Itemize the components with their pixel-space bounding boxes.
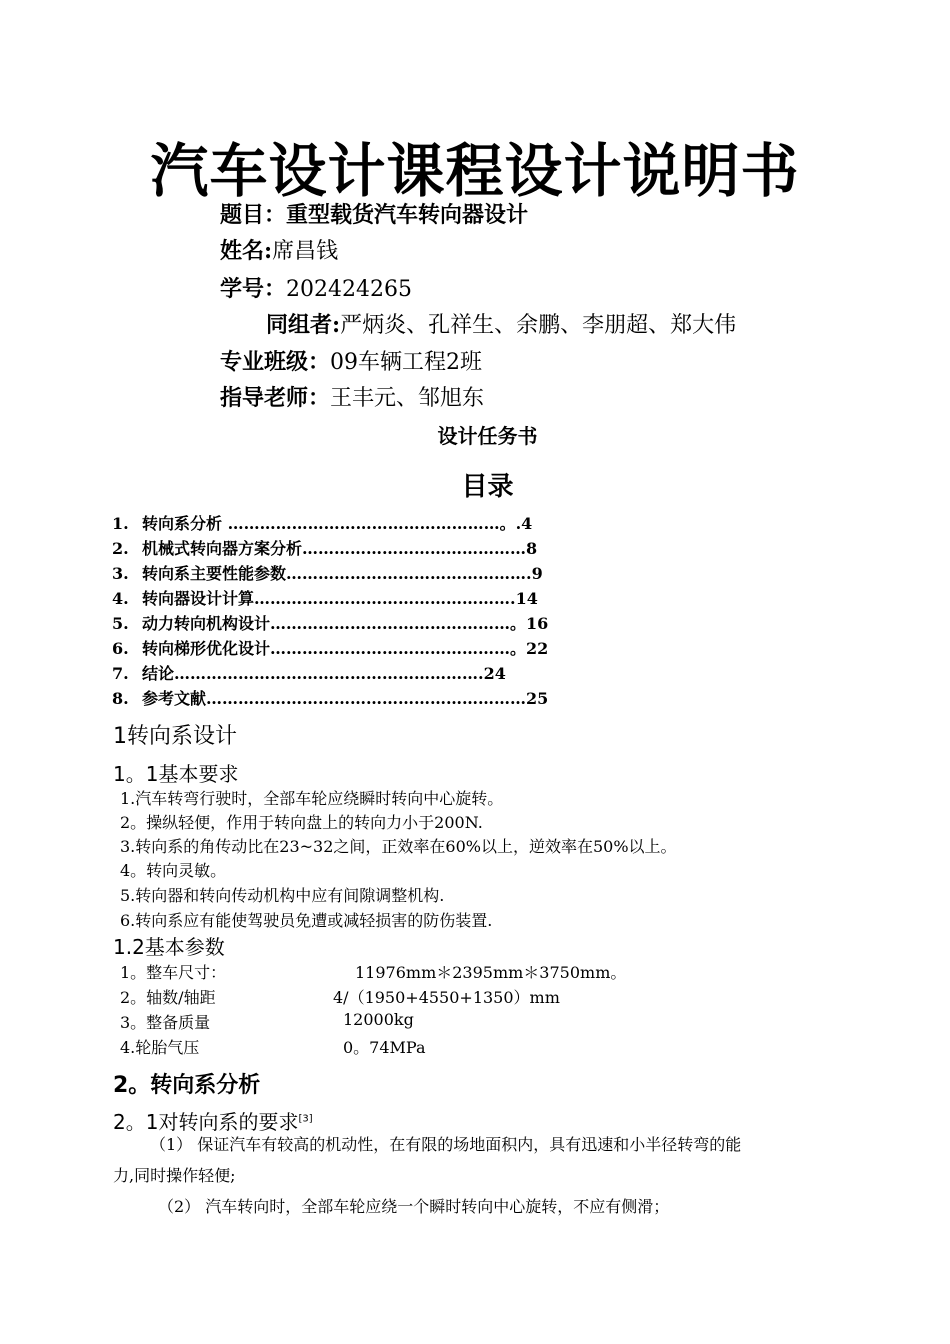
param-value: 12000kg — [343, 1010, 414, 1029]
param-label: 3。整备质量 — [120, 1013, 211, 1032]
toc-page: .24 — [478, 664, 506, 683]
param-label: 4.轮胎气压 — [120, 1038, 200, 1057]
toc-item[interactable] — [112, 536, 537, 559]
toc-text: 参考文献 — [142, 689, 207, 708]
name-label: 姓名: — [220, 238, 273, 264]
toc-page: 25 — [526, 689, 549, 708]
param-value: 0。74MPa — [343, 1038, 426, 1057]
paragraph-line: （1） 保证汽车有较高的机动性，在有限的场地面积内，具有迅速和小半径转弯的能 — [150, 1135, 742, 1154]
toc-page: 。.4 — [499, 514, 533, 533]
section2-heading: 2。转向系分析 — [113, 1073, 261, 1098]
toc-number: 2. — [112, 539, 129, 558]
toc-text: 转向系主要性能参数 — [142, 564, 287, 583]
toc-leader: …………………………………… — [302, 539, 527, 558]
toc-item[interactable] — [112, 636, 548, 659]
toc-item[interactable] — [112, 686, 548, 709]
citation-ref: [3] — [298, 1113, 313, 1125]
group-value: 严炳炎、孔祥生、余鹏、李朋超、郑大伟 — [340, 313, 737, 338]
advisor-value: 王丰元、邹旭东 — [330, 386, 485, 411]
toc-text: 转向系分析 — [142, 514, 228, 533]
toc-leader: ……………………………………… — [270, 614, 511, 633]
advisor-line — [220, 381, 484, 412]
requirement-item: 4。转向灵敏。 — [120, 861, 227, 880]
toc-item[interactable] — [112, 611, 548, 634]
section1-2-heading: 1.2基本参数 — [113, 935, 225, 959]
name-line — [220, 234, 338, 265]
name-value: 席昌钱 — [272, 239, 339, 264]
toc-item[interactable] — [112, 586, 538, 609]
toc-number: 7. — [112, 664, 129, 683]
toc-number: 4. — [112, 589, 129, 608]
toc-page: .14 — [510, 589, 538, 608]
section1-1-heading: 1。1基本要求 — [113, 762, 239, 786]
toc-number: 6. — [112, 639, 129, 658]
toc-leader: ………………………………………… — [254, 589, 511, 608]
toc-leader: …………………………………………………… — [206, 689, 527, 708]
toc-text: 结论 — [142, 664, 175, 683]
toc-leader: ……………………………………… — [270, 639, 511, 658]
group-line — [266, 308, 736, 339]
toc-page: .9 — [526, 564, 543, 583]
toc-page: 。16 — [510, 614, 549, 633]
param-label: 1。整车尺寸： — [120, 963, 227, 982]
major-line — [220, 345, 482, 376]
topic-line — [220, 198, 528, 229]
requirement-item: 6.转向系应有能使驾驶员免遭或减轻损害的防伤装置. — [120, 911, 493, 930]
group-label: 同组者: — [266, 312, 341, 338]
toc-leader: …………………………………………… — [227, 514, 500, 533]
toc-text: 转向梯形优化设计 — [142, 639, 271, 658]
toc-page: 。22 — [510, 639, 549, 658]
toc-number: 5. — [112, 614, 129, 633]
toc-item[interactable] — [112, 511, 532, 534]
toc-leader: ………………………………………………… — [174, 664, 479, 683]
section2-1-title: 2。1对转向系的要求 — [113, 1110, 299, 1134]
param-value: 11976mm＊2395mm＊3750mm。 — [355, 963, 627, 982]
topic-label: 题目： — [220, 202, 287, 228]
topic-value: 重型载货汽车转向器设计 — [286, 202, 529, 228]
toc-number: 1. — [112, 514, 129, 533]
toc-number: 8. — [112, 689, 129, 708]
document-title: 汽车设计课程设计说明书 — [150, 137, 800, 205]
advisor-label: 指导老师： — [220, 385, 331, 411]
param-value: 4/（1950+4550+1350）mm — [333, 988, 560, 1007]
toc-number: 3. — [112, 564, 129, 583]
toc-item[interactable] — [112, 561, 543, 584]
section2-1-heading — [113, 1106, 313, 1135]
toc-text: 转向器设计计算 — [142, 589, 255, 608]
task-heading: 设计任务书 — [437, 424, 538, 448]
param-label: 2。轴数/轴距 — [120, 988, 216, 1007]
major-value: 09车辆工程2班 — [330, 350, 483, 375]
student-id-label: 学号： — [220, 276, 287, 302]
requirement-item: 5.转向器和转向传动机构中应有间隙调整机构. — [120, 886, 445, 905]
toc-heading: 目录 — [461, 472, 514, 502]
requirement-item: 3.转向系的角传动比在23~32之间，正效率在60%以上，逆效率在50%以上。 — [120, 837, 677, 856]
requirement-item: 1.汽车转弯行驶时，全部车轮应绕瞬时转向中心旋转。 — [120, 789, 504, 808]
section1-heading: 1转向系设计 — [113, 724, 237, 749]
paragraph-line: 力,同时操作轻便; — [113, 1166, 236, 1185]
major-label: 专业班级： — [220, 349, 331, 375]
toc-item[interactable] — [112, 661, 506, 684]
paragraph-line: （2） 汽车转向时，全部车轮应绕一个瞬时转向中心旋转，不应有侧滑； — [158, 1197, 670, 1216]
toc-text: 动力转向机构设计 — [142, 614, 271, 633]
toc-leader: ……………………………………… — [286, 564, 527, 583]
toc-page: 8 — [526, 539, 538, 558]
toc-text: 机械式转向器方案分析 — [142, 539, 303, 558]
student-id-value: 202424265 — [286, 277, 412, 302]
student-id-line — [220, 272, 412, 303]
requirement-item: 2。操纵轻便，作用于转向盘上的转向力小于200N. — [120, 813, 483, 832]
